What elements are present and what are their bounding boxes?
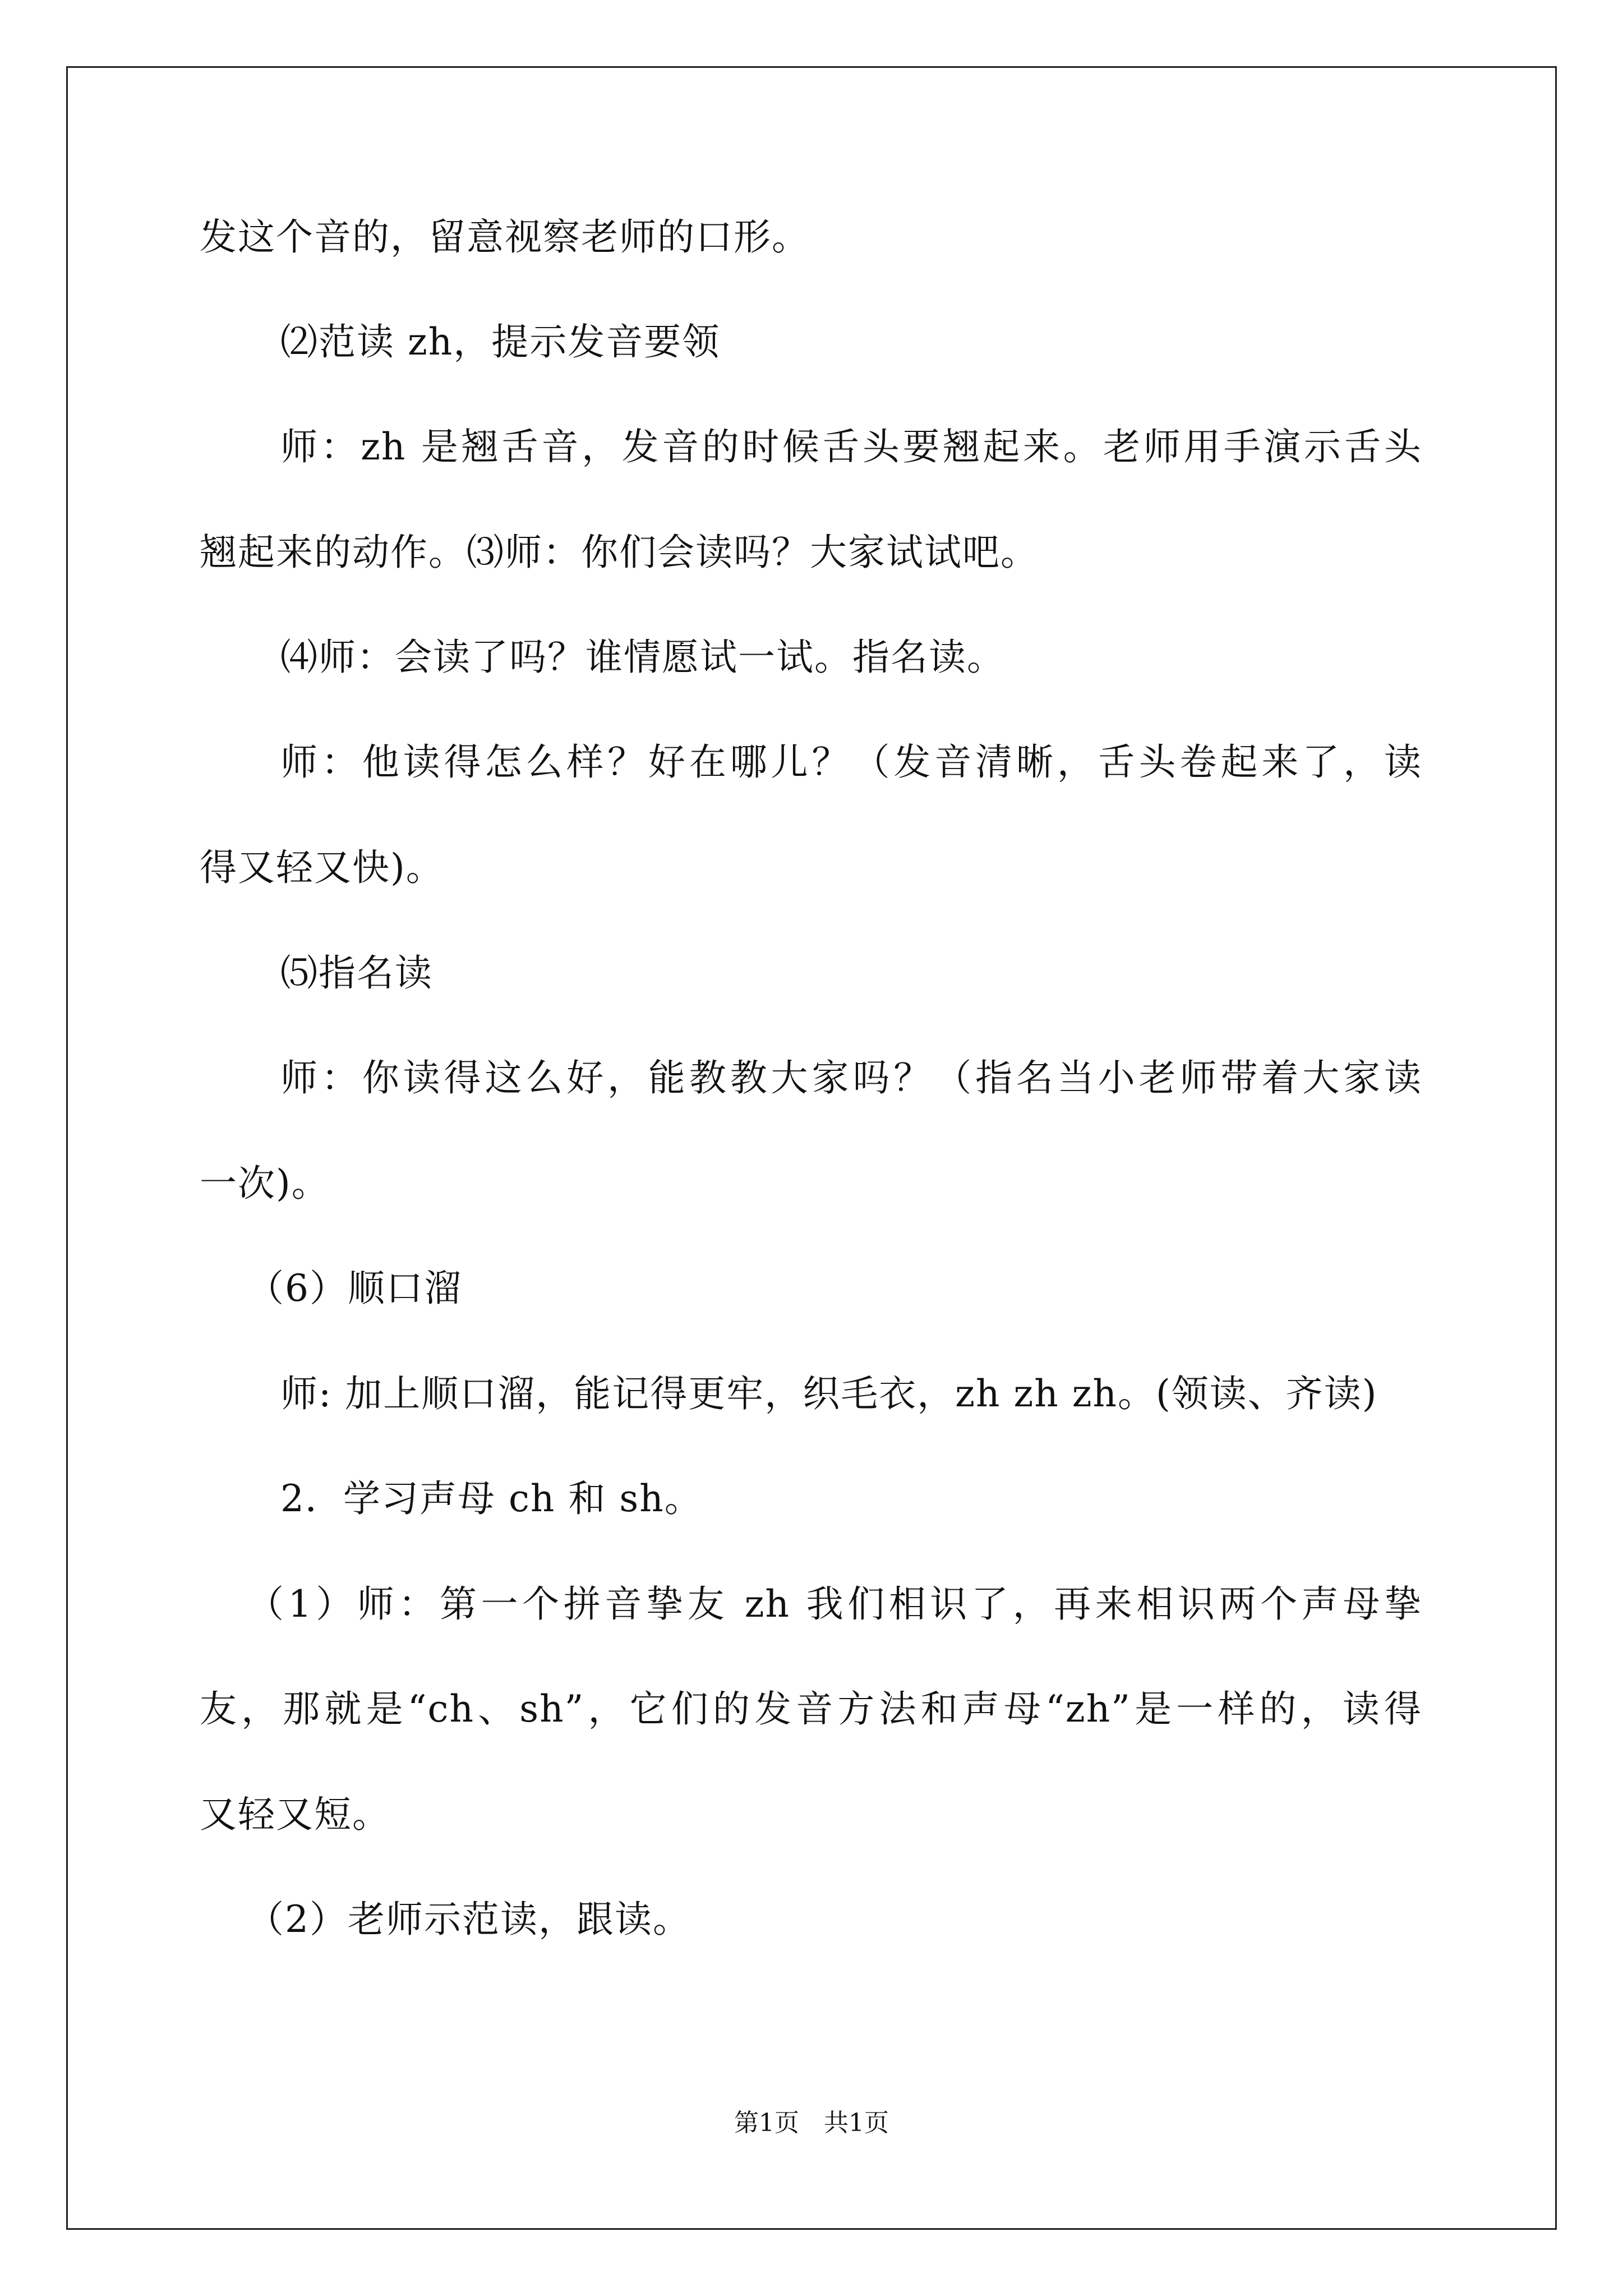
text-line-5: ⑷师：会读了吗？谁情愿试一试。指名读。 xyxy=(280,636,1005,679)
text-line-12: 师: 加上顺口溜，能记得更牢，织毛衣，zh zh zh。(领读、齐读) xyxy=(280,1372,1378,1415)
text-line-7: 得又轻又快)。 xyxy=(200,846,444,889)
text-line-15: 友，那就是“ch、sh”，它们的发音方法和声母“zh”是一样的，读得 xyxy=(200,1687,1422,1731)
text-line-10: 一次)。 xyxy=(200,1162,330,1205)
text-line-3: 师：zh 是翘舌音，发音的时候舌头要翘起来。老师用手演示舌头 xyxy=(280,425,1422,468)
text-line-2: ⑵范读 zh，提示发音要领 xyxy=(280,320,721,364)
text-line-16: 又轻又短。 xyxy=(200,1793,390,1836)
text-line-11: （6）顺口溜 xyxy=(247,1267,462,1310)
text-line-1: 发这个音的，留意视察老师的口形。 xyxy=(200,215,810,259)
text-line-4: 翘起来的动作。⑶师：你们会读吗？大家试试吧。 xyxy=(200,531,1039,574)
text-line-13: 2．学习声母 ch 和 sh。 xyxy=(280,1477,703,1520)
text-line-17: （2）老师示范读，跟读。 xyxy=(247,1898,691,1941)
text-line-6: 师：他读得怎么样？好在哪儿？（发音清晰，舌头卷起来了，读 xyxy=(280,740,1422,784)
page-footer: 第1页 共1页 xyxy=(734,2109,889,2137)
text-line-8: ⑸指名读 xyxy=(280,951,433,995)
text-line-14: （1）师：第一个拼音挚友 zh 我们相识了，再来相识两个声母挚 xyxy=(247,1582,1422,1626)
text-line-9: 师：你读得这么好，能教教大家吗？（指名当小老师带着大家读 xyxy=(280,1056,1422,1099)
